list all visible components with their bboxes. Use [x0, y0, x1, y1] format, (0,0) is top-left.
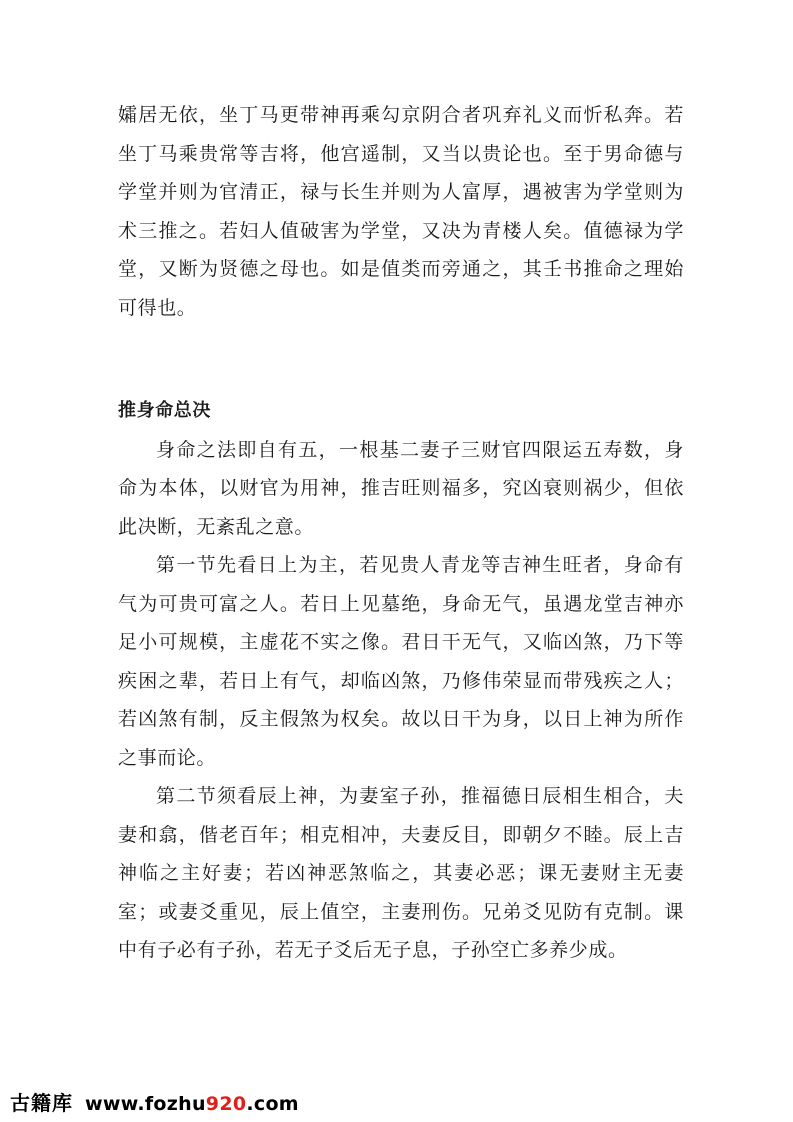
continuation-paragraph: 孀居无依，坐丁马更带神再乘勾京阴合者巩弃礼义而忻私奔。若坐丁马乘贵常等吉将，他宫遥制，又当以贵论也。至于男命德与学堂并则为官清正，禄与长生并则为人富厚，遇被害为学堂则为术三推之。若妇人值破害为学堂，又决为青楼人矣。值德禄为学堂，又断为贤德之母也。如是值类而旁通之，其壬书推命之理始可得也。 [118, 104, 684, 319]
section-paragraph-1: 身命之法即自有五，一根基二妻子三财官四限运五寿数，身命为本体，以财官为用神，推吉旺则福多，究凶衰则祸少，但依此决断，无紊乱之意。 [118, 438, 684, 538]
footer-url[interactable] [85, 1093, 299, 1115]
footer-url-number: 920 [205, 1093, 247, 1115]
section-block [118, 392, 684, 970]
section-heading: 推身命总决 [118, 400, 211, 421]
section-paragraph-2: 第一节先看日上为主，若见贵人青龙等吉神生旺者，身命有气为可贵可富之人。若日上见墓绝，身命无气，虽遇龙堂吉神亦足小可规模，主虚花不实之像。君日干无气，又临凶煞，乃下等疾困之辈，若日上有气，却临凶煞，乃修伟荣显而带残疾之人；若凶煞有制，反主假煞为权矣。故以日干为身，以日上神为所作之事而论。 [118, 554, 684, 769]
footer-url-suffix: .com [246, 1093, 299, 1115]
section-paragraph-3: 第二节须看辰上神，为妻室子孙，推福德日辰相生相合，夫妻和翕，偕老百年；相克相冲，夫妻反目，即朝夕不睦。辰上吉神临之主好妻；若凶神恶煞临之，其妻必恶；课无妻财主无妻室；或妻爻重见，辰上值空，主妻刑伤。兄弟爻见防有克制。课中有子必有子孙，若无子爻后无子息，子孙空亡多养少成。 [118, 785, 684, 961]
footer-url-prefix: www.fozhu [85, 1093, 206, 1115]
footer-brand: 古籍库 [10, 1091, 73, 1115]
continuation-block [118, 96, 684, 327]
footer-watermark [10, 1087, 299, 1117]
